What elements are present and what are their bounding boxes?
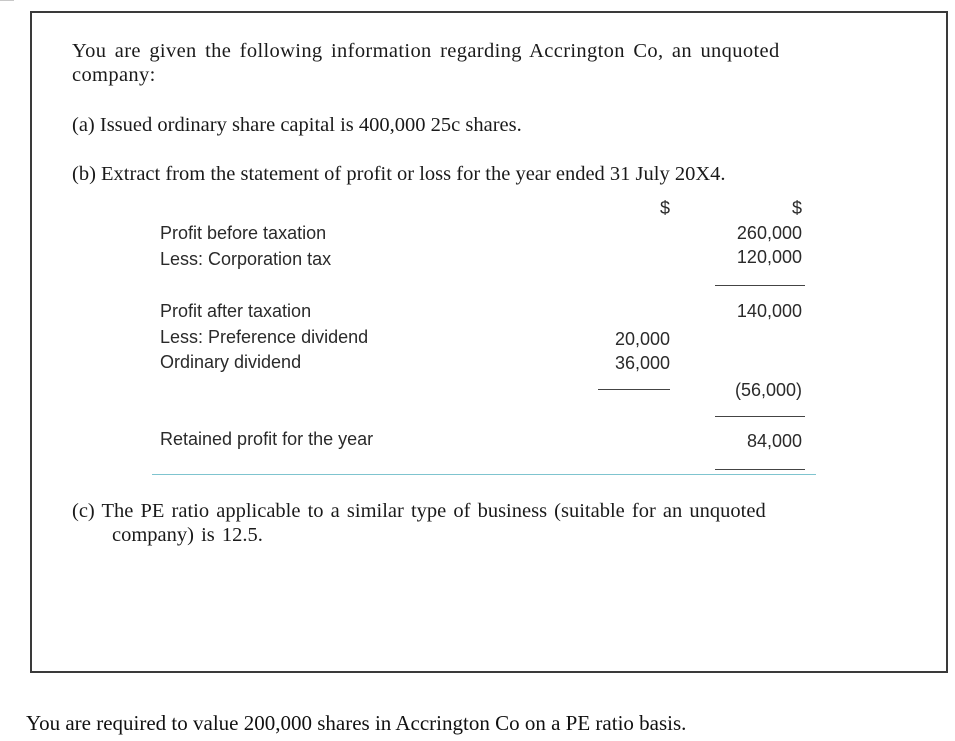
item-b-extract-heading: (b) Extract from the statement of profit or loss for the year ended 31 July 20X4.: [72, 163, 726, 185]
row-value-ordinary-dividend: 36,000: [614, 353, 670, 373]
row-label-corporation-tax: Less: Corporation tax: [160, 249, 332, 269]
intro-line-2: company:: [72, 64, 156, 86]
requirement-text: You are required to value 200,000 shares in Accrington Co on a PE ratio basis.: [26, 711, 687, 735]
row-value-profit-before-tax: 260,000: [736, 223, 802, 243]
currency-header-col2: $: [791, 198, 802, 218]
item-c-line-1: (c) The PE ratio applicable to a similar type of business (suitable for an unquoted: [72, 500, 766, 522]
question-box: [30, 11, 948, 673]
row-value-preference-dividend: 20,000: [614, 329, 670, 349]
dividend-subtotal-rule: [598, 389, 670, 390]
item-c-pe-ratio: [72, 499, 902, 547]
row-value-corporation-tax: 120,000: [736, 247, 802, 267]
row-value-profit-after-tax: 140,000: [736, 301, 802, 321]
row-label-ordinary-dividend: Ordinary dividend: [160, 352, 302, 372]
currency-header-col1: $: [659, 198, 670, 218]
intro-line-1: You are given the following information regarding Accrington Co, an unquoted: [72, 40, 780, 62]
row-label-profit-before-tax: Profit before taxation: [160, 223, 327, 243]
row-label-profit-after-tax: Profit after taxation: [160, 301, 312, 321]
item-a-share-capital: (a) Issued ordinary share capital is 400,000 25c shares.: [72, 114, 522, 136]
total-underline: [715, 469, 805, 470]
item-c-line-2: company) is 12.5.: [112, 524, 263, 546]
subtotal-rule-2: [715, 416, 805, 417]
subtotal-rule-1: [715, 285, 805, 286]
row-value-total-dividends: (56,000): [734, 380, 802, 400]
intro-paragraph: [72, 39, 902, 87]
row-label-preference-dividend: Less: Preference dividend: [160, 327, 369, 347]
table-bottom-rule: [152, 474, 816, 475]
corner-mark: [0, 0, 14, 3]
row-value-retained-profit: 84,000: [746, 431, 802, 451]
row-label-retained-profit: Retained profit for the year: [160, 429, 374, 449]
